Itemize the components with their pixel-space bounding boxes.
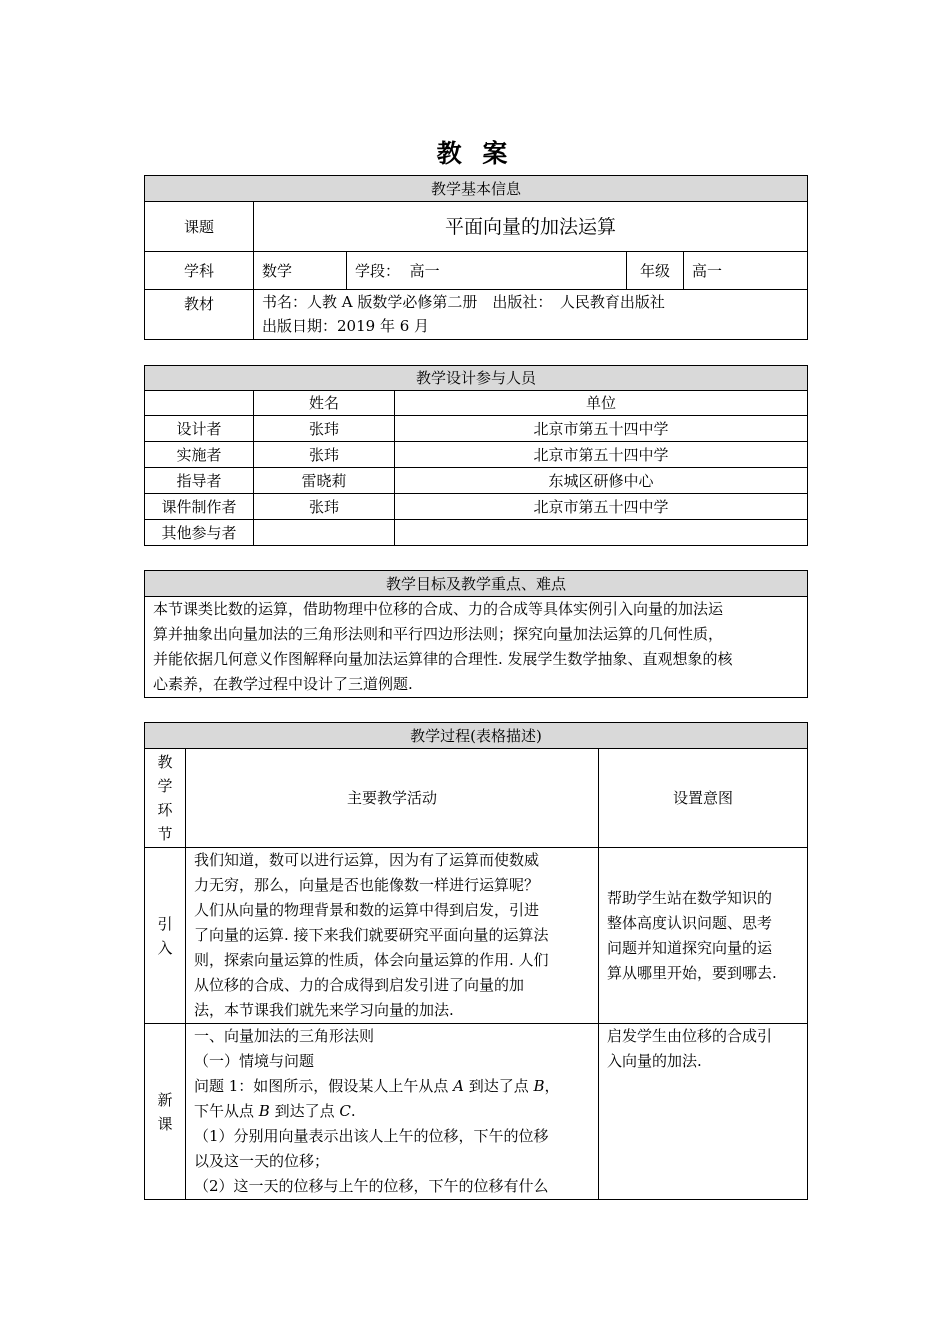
participants-header: 教学设计参与人员 (145, 366, 808, 391)
textbook-value (254, 290, 808, 340)
objectives-line: 本节课类比数的运算，借助物理中位移的合成、力的合成等具体实例引入向量的加法运 (153, 600, 724, 618)
new-lesson-stage (145, 1024, 186, 1200)
participant-unit: 北京市第五十四中学 (395, 442, 808, 468)
text-run: 到达了点 (269, 1102, 340, 1120)
new-lesson-activity (186, 1024, 599, 1200)
participant-role: 其他参与者 (145, 520, 254, 546)
objectives-body (145, 597, 808, 698)
table-row (145, 416, 808, 442)
stage-value: 高一 (409, 261, 440, 280)
col-name-header: 姓名 (254, 391, 395, 416)
intro-intent (599, 848, 808, 1024)
grade-value: 高一 (684, 252, 808, 290)
topic-value: 平面向量的加法运算 (254, 202, 808, 252)
intro-activity (186, 848, 599, 1024)
stage-column-header (145, 749, 186, 848)
empty-cell (145, 391, 254, 416)
activity-line: 人们从向量的物理背景和数的运算中得到启发，引进 (194, 901, 540, 919)
objectives-line: 算并抽象出向量加法的三角形法则和平行四边形法则；探究向量加法运算的几何性质， (153, 625, 724, 643)
stage-cell (347, 252, 627, 290)
participant-unit: 北京市第五十四中学 (395, 494, 808, 520)
activity-line: （2）这一天的位移与上午的位移，下午的位移有什么 (194, 1177, 549, 1195)
participant-role: 实施者 (145, 442, 254, 468)
point-label: C (339, 1102, 351, 1120)
col-unit-header: 单位 (395, 391, 808, 416)
participant-name (254, 520, 395, 546)
objectives-header: 教学目标及教学重点、难点 (145, 571, 808, 597)
subject-label: 学科 (145, 252, 254, 290)
participant-name: 张玮 (254, 416, 395, 442)
intent-line: 问题并知道探究向量的运 (607, 938, 773, 957)
objectives-line: 并能依据几何意义作图解释向量加法运算律的合理性. 发展学生数学抽象、直观想象的核 (153, 650, 733, 668)
topic-label: 课题 (145, 202, 254, 252)
intent-line: 帮助学生站在数学知识的 (607, 888, 773, 907)
textbook-label: 教材 (145, 290, 254, 340)
participant-role: 课件制作者 (145, 494, 254, 520)
stage-char: 入 (157, 938, 173, 957)
table-row (145, 442, 808, 468)
process-table (144, 722, 808, 1200)
table-row (145, 494, 808, 520)
activity-line: 法，本节课我们就先来学习向量的加法. (194, 1001, 454, 1019)
intent-line: 入向量的加法. (607, 1052, 702, 1070)
table-row (145, 520, 808, 546)
text-run: . (350, 1102, 356, 1120)
stage-char: 学 (157, 777, 173, 795)
text-run: 下午从点 (194, 1102, 259, 1120)
intro-stage (145, 848, 186, 1024)
new-lesson-intent (599, 1024, 808, 1200)
activity-line: 一、向量加法的三角形法则 (194, 1027, 375, 1045)
point-label: B (258, 1102, 270, 1120)
stage-char: 引 (157, 914, 173, 933)
activity-line: 则，探索向量运算的性质，体会向量运算的作用. 人们 (194, 951, 549, 969)
intent-line: 启发学生由位移的合成引 (607, 1027, 773, 1045)
text-run: ， (544, 1077, 560, 1095)
participant-role: 指导者 (145, 468, 254, 494)
activity-line: 了向量的运算. 接下来我们就要研究平面向量的运算法 (194, 926, 549, 944)
stage-char: 教 (157, 753, 173, 771)
participant-name: 雷晓莉 (254, 468, 395, 494)
activity-line: 从位移的合成、力的合成得到启发引进了向量的加 (194, 976, 525, 994)
participant-name: 张玮 (254, 494, 395, 520)
activity-line (194, 1099, 590, 1124)
point-label: B (533, 1077, 545, 1095)
activity-column-header: 主要教学活动 (186, 749, 599, 848)
grade-label: 年级 (627, 252, 684, 290)
stage-char: 新 (157, 1090, 173, 1109)
stage-char: 环 (157, 801, 173, 819)
subject-value: 数学 (254, 252, 347, 290)
activity-line: （1）分别用向量表示出该人上午的位移，下午的位移 (194, 1127, 549, 1145)
participant-name: 张玮 (254, 442, 395, 468)
textbook-line: 出版日期：2019 年 6 月 (262, 317, 430, 335)
text-run: 到达了点 (463, 1077, 534, 1095)
stage-char: 课 (157, 1114, 173, 1133)
activity-line: 以及这一天的位移； (194, 1152, 330, 1170)
activity-line: 力无穷，那么，向量是否也能像数一样进行运算呢？ (194, 876, 540, 894)
participant-role: 设计者 (145, 416, 254, 442)
basic-info-table (144, 175, 808, 340)
process-header: 教学过程(表格描述) (145, 723, 808, 749)
participant-unit: 北京市第五十四中学 (395, 416, 808, 442)
intent-column-header: 设置意图 (599, 749, 808, 848)
activity-line: 我们知道，数可以进行运算，因为有了运算而使数威 (194, 851, 540, 869)
table-row (145, 468, 808, 494)
participants-table (144, 365, 808, 546)
textbook-line: 书名：人教 A 版数学必修第二册 出版社： 人民教育出版社 (262, 293, 665, 311)
activity-line (194, 1074, 590, 1099)
point-label: A (453, 1077, 464, 1095)
stage-label: 学段： (355, 261, 401, 280)
activity-line: （一）情境与问题 (194, 1052, 315, 1070)
participant-unit (395, 520, 808, 546)
document-title: 教 案 (436, 139, 514, 168)
objectives-table (144, 570, 808, 698)
intent-line: 算从哪里开始，要到哪去. (607, 963, 777, 982)
text-run: 问题 1：如图所示，假设某人上午从点 (194, 1077, 454, 1095)
stage-char: 节 (157, 825, 173, 843)
objectives-line: 心素养，在教学过程中设计了三道例题. (153, 675, 413, 693)
participant-unit: 东城区研修中心 (395, 468, 808, 494)
basic-info-header: 教学基本信息 (145, 176, 808, 202)
intent-line: 整体高度认识问题、思考 (607, 913, 773, 932)
